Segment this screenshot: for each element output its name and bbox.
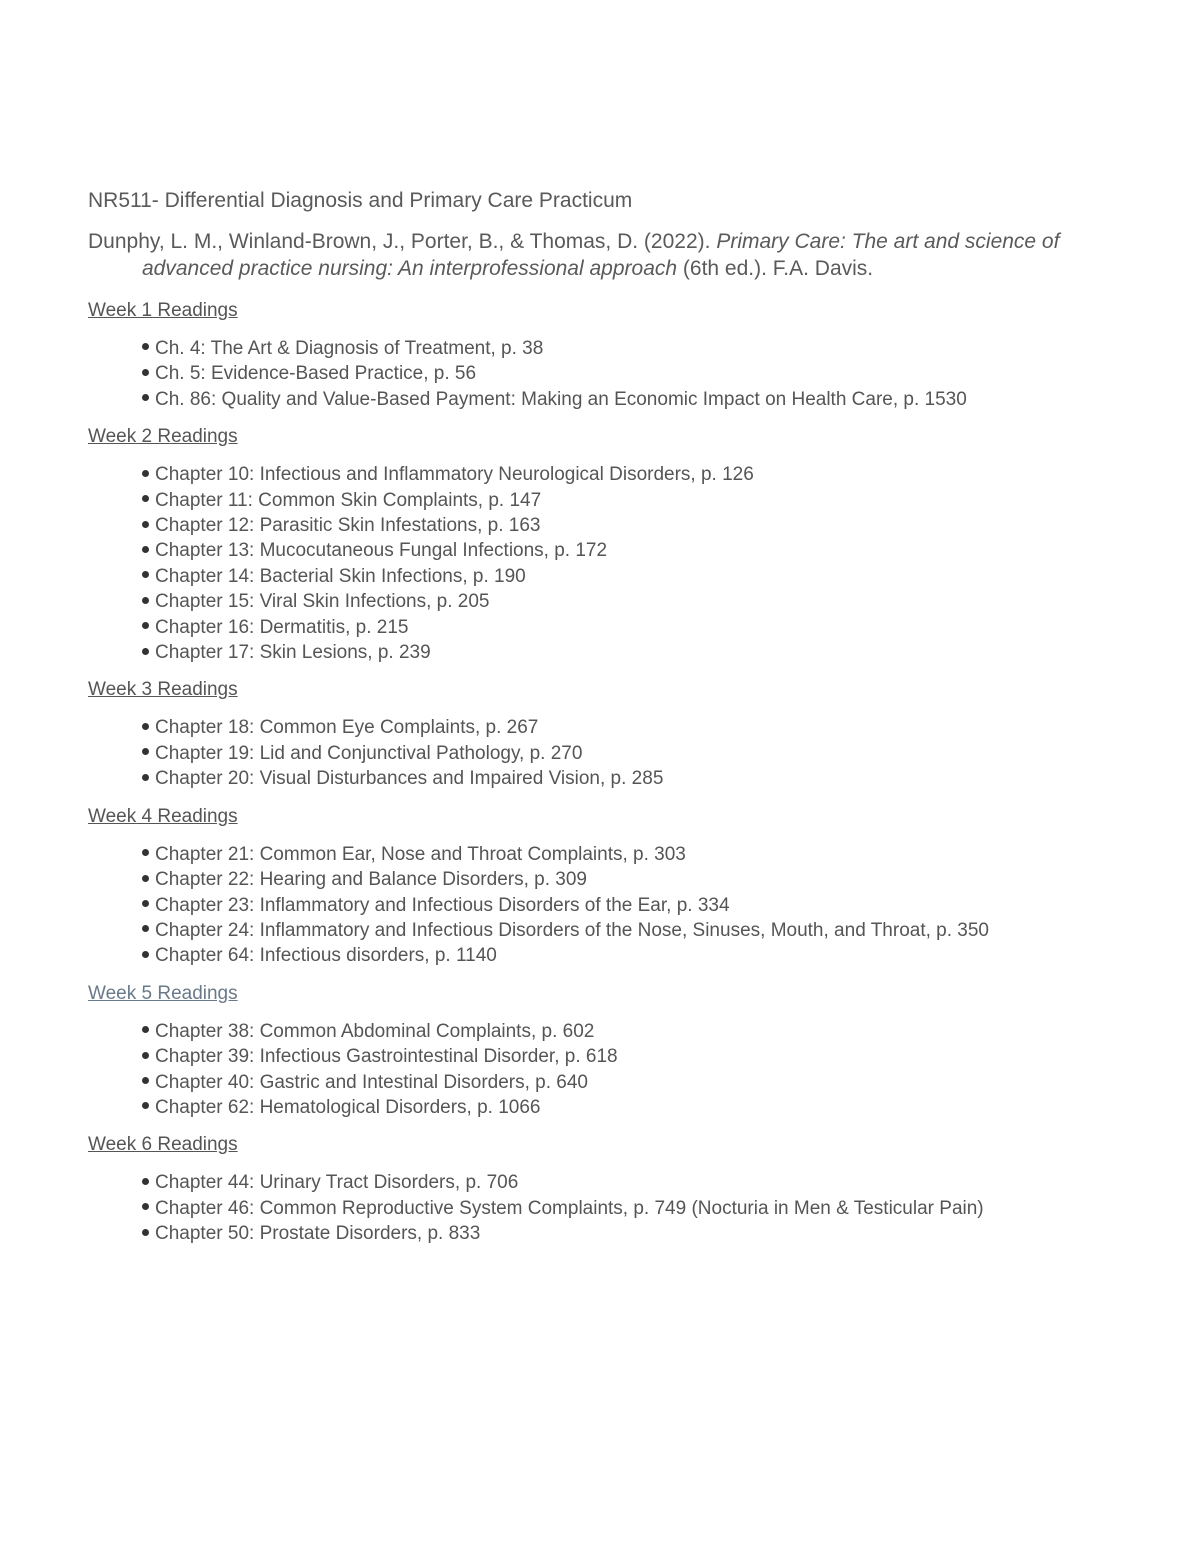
bullet-icon	[142, 369, 149, 376]
reading-item-text: Chapter 18: Common Eye Complaints, p. 267	[155, 717, 539, 739]
reading-item-text: Ch. 5: Evidence-Based Practice, p. 56	[155, 363, 477, 385]
reading-item	[88, 1196, 1068, 1221]
reading-item	[88, 462, 1068, 487]
reading-item	[88, 615, 1068, 640]
bullet-icon	[142, 875, 149, 882]
week-heading-link[interactable]: Week 4 Readings	[88, 805, 238, 827]
week-section	[88, 981, 1068, 1121]
reading-item-text: Chapter 14: Bacterial Skin Infections, p. 190	[155, 565, 526, 587]
bullet-icon	[142, 723, 149, 730]
reading-item-text: Chapter 16: Dermatitis, p. 215	[155, 616, 409, 638]
bullet-icon	[142, 1229, 149, 1236]
bullet-icon	[142, 748, 149, 755]
reading-item-text: Chapter 11: Common Skin Complaints, p. 147	[155, 489, 542, 511]
bullet-icon	[142, 597, 149, 604]
reading-list	[88, 462, 1068, 665]
week-section	[88, 298, 1068, 412]
reading-item	[88, 867, 1068, 892]
reading-item-text: Chapter 19: Lid and Conjunctival Pathology, p. 270	[155, 742, 583, 764]
reading-item-text: Chapter 62: Hematological Disorders, p. 1066	[155, 1096, 541, 1118]
reading-item	[88, 387, 1068, 412]
bullet-icon	[142, 394, 149, 401]
reading-item-text: Chapter 40: Gastric and Intestinal Disorders, p. 640	[155, 1071, 589, 1093]
reading-item-text: Chapter 24: Inflammatory and Infectious Disorders of the Nose, Sinuses, Mouth, and Throat, p. 350	[155, 919, 989, 941]
reading-item	[88, 943, 1068, 968]
week-heading-link[interactable]: Week 3 Readings	[88, 679, 238, 701]
bullet-icon	[142, 470, 149, 477]
reading-item	[88, 336, 1068, 361]
bullet-icon	[142, 571, 149, 578]
reading-item	[88, 918, 1068, 943]
reading-item-text: Ch. 4: The Art & Diagnosis of Treatment, p. 38	[155, 338, 544, 359]
bullet-icon	[142, 925, 149, 932]
citation-edition-publisher: (6th ed.). F.A. Davis.	[682, 257, 874, 280]
bullet-icon	[142, 1077, 149, 1084]
reading-item-text: Ch. 86: Quality and Value-Based Payment: Making an Economic Impact on Health Care, p. 1530	[155, 388, 967, 410]
document-title: NR511- Differential Diagnosis and Primary Care Practicum	[88, 189, 633, 212]
document-page	[88, 186, 1068, 1259]
bullet-icon	[142, 1102, 149, 1109]
week-heading-link[interactable]: Week 2 Readings	[88, 426, 238, 448]
reading-item-text: Chapter 17: Skin Lesions, p. 239	[155, 642, 431, 664]
reading-item	[88, 488, 1068, 513]
bullet-icon	[142, 1203, 149, 1210]
reading-item-text: Chapter 12: Parasitic Skin Infestations, p. 163	[155, 515, 541, 537]
reading-item-text: Chapter 23: Inflammatory and Infectious Disorders of the Ear, p. 334	[155, 894, 730, 916]
week-section	[88, 424, 1068, 665]
bullet-icon	[142, 495, 149, 502]
reading-list	[88, 1019, 1068, 1121]
reading-item	[88, 564, 1068, 589]
reading-item-text: Chapter 13: Mucocutaneous Fungal Infections, p. 172	[155, 540, 608, 562]
reading-item	[88, 1044, 1068, 1069]
week-heading-link[interactable]: Week 6 Readings	[88, 1134, 238, 1156]
reading-list	[88, 842, 1068, 969]
week-heading-link[interactable]: Week 1 Readings	[88, 300, 238, 321]
week-section	[88, 677, 1068, 791]
reading-item-text: Chapter 22: Hearing and Balance Disorders, p. 309	[155, 869, 587, 891]
reading-item-text: Chapter 39: Infectious Gastrointestinal Disorder, p. 618	[155, 1046, 618, 1068]
week-heading-link[interactable]: Week 5 Readings	[88, 982, 238, 1004]
week-section	[88, 1132, 1068, 1246]
reading-item	[88, 513, 1068, 538]
reading-item-text: Chapter 64: Infectious disorders, p. 1140	[155, 945, 497, 967]
bullet-icon	[142, 849, 149, 856]
reading-item-text: Chapter 44: Urinary Tract Disorders, p. 706	[155, 1172, 519, 1194]
reading-item-text: Chapter 20: Visual Disturbances and Impaired Vision, p. 285	[155, 768, 664, 790]
reading-item	[88, 1170, 1068, 1195]
bullet-icon	[142, 343, 149, 350]
bullet-icon	[142, 774, 149, 781]
week-section	[88, 804, 1068, 969]
reading-item	[88, 766, 1068, 791]
bullet-icon	[142, 521, 149, 528]
citation-book-title: Primary Care: The art and science of advanced practice nursing: An interprofessional approach	[142, 230, 1060, 280]
reading-item	[88, 1070, 1068, 1095]
bullet-icon	[142, 900, 149, 907]
reading-list	[88, 336, 1068, 412]
reading-item	[88, 842, 1068, 867]
reading-item	[88, 893, 1068, 918]
bullet-icon	[142, 648, 149, 655]
reading-item-text: Chapter 50: Prostate Disorders, p. 833	[155, 1223, 481, 1245]
bullet-icon	[142, 546, 149, 553]
reading-item-text: Chapter 15: Viral Skin Infections, p. 205	[155, 591, 490, 613]
citation-authors: Dunphy, L. M., Winland-Brown, J., Porter, B., & Thomas, D. (2022).	[88, 230, 711, 253]
reading-item	[88, 640, 1068, 665]
bullet-icon	[142, 1178, 149, 1185]
reading-item	[88, 1019, 1068, 1044]
reading-item	[88, 589, 1068, 614]
bullet-icon	[142, 1052, 149, 1059]
bullet-icon	[142, 622, 149, 629]
reference-citation	[88, 228, 1068, 282]
bullet-icon	[142, 1026, 149, 1033]
reading-item	[88, 538, 1068, 563]
weekly-readings	[88, 298, 1068, 1247]
reading-list	[88, 1170, 1068, 1246]
reading-item-text: Chapter 10: Infectious and Inflammatory Neurological Disorders, p. 126	[155, 464, 754, 486]
reading-item	[88, 715, 1068, 740]
reading-item	[88, 1221, 1068, 1246]
bullet-icon	[142, 951, 149, 958]
reading-item	[88, 1095, 1068, 1120]
reading-item-text: Chapter 46: Common Reproductive System Complaints, p. 749 (Nocturia in Men & Testicular Pain)	[155, 1197, 984, 1219]
reading-item-text: Chapter 21: Common Ear, Nose and Throat Complaints, p. 303	[155, 843, 686, 865]
reading-item	[88, 741, 1068, 766]
reading-list	[88, 715, 1068, 791]
reading-item	[88, 361, 1068, 386]
reading-item-text: Chapter 38: Common Abdominal Complaints, p. 602	[155, 1020, 595, 1042]
